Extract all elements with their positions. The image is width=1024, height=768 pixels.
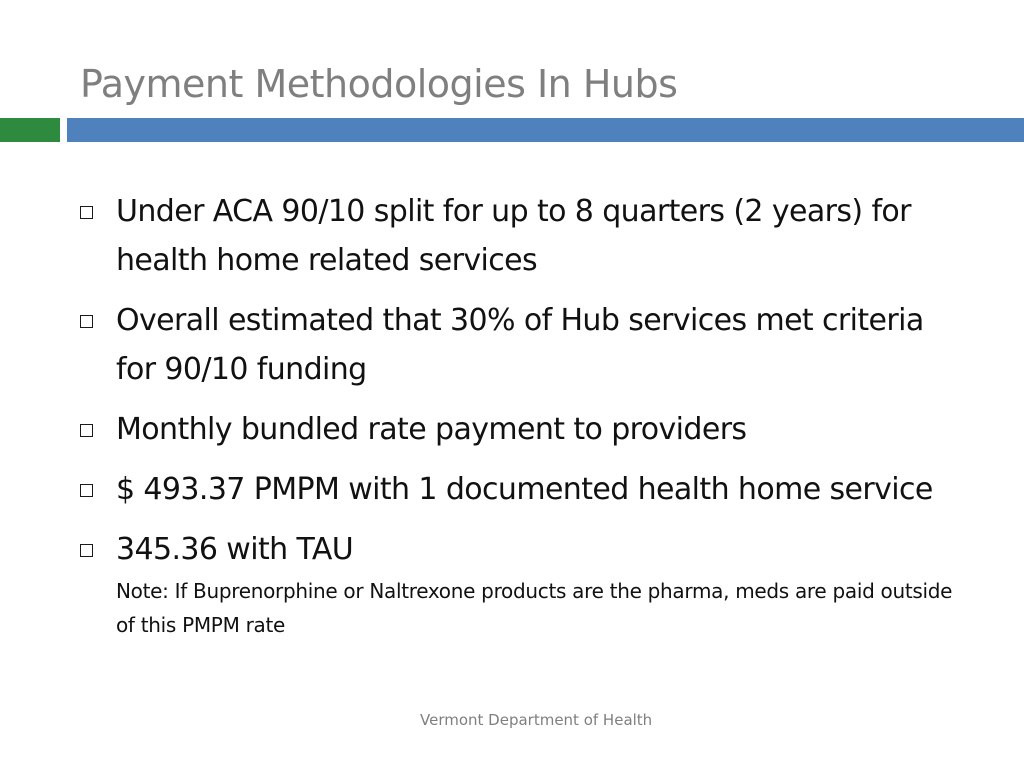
title-accent-bar-green [0, 118, 60, 142]
square-bullet-icon [80, 315, 93, 328]
bullet-list [80, 187, 970, 653]
square-bullet-icon [80, 206, 93, 219]
bullet-item [80, 465, 970, 514]
bullet-item [80, 525, 970, 642]
bullet-text: Under ACA 90/10 split for up to 8 quarters (2 years) for health home related services [116, 194, 911, 278]
square-bullet-icon [80, 424, 93, 437]
bullet-item [80, 296, 970, 394]
title-accent-bar-blue [67, 118, 1024, 142]
bullet-note: Note: If Buprenorphine or Naltrexone products are the pharma, meds are paid outside of this PMPM rate [116, 579, 953, 637]
slide-title: Payment Methodologies In Hubs [80, 62, 678, 106]
footer-text: Vermont Department of Health [420, 711, 653, 729]
bullet-item [80, 187, 970, 285]
bullet-text: $ 493.37 PMPM with 1 documented health home service [116, 472, 933, 507]
bullet-text: Overall estimated that 30% of Hub services met criteria for 90/10 funding [116, 303, 924, 387]
bullet-text: Monthly bundled rate payment to providers [116, 412, 747, 447]
square-bullet-icon [80, 544, 93, 557]
square-bullet-icon [80, 484, 93, 497]
bullet-text: 345.36 with TAU [116, 532, 354, 567]
bullet-item [80, 405, 970, 454]
